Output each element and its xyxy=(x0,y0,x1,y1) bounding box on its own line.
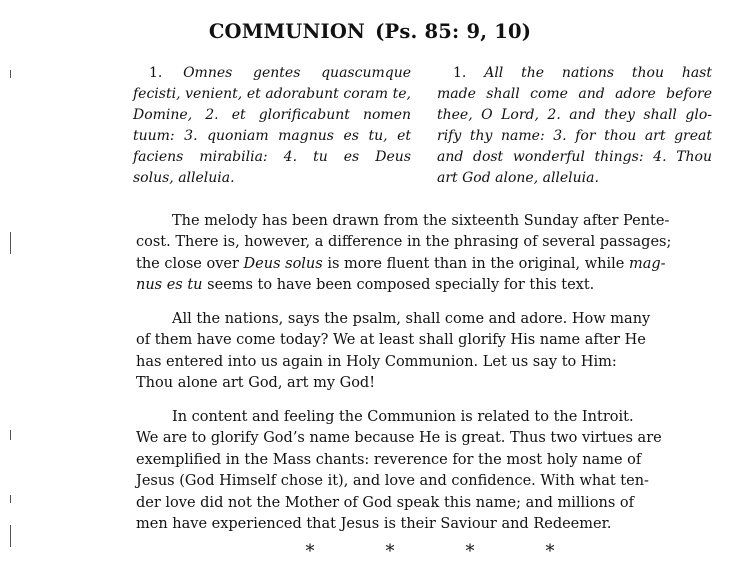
english-line: and dost wonderful things: 4. Thou xyxy=(437,149,712,165)
latin-line: Domine, 2. et glorificabunt nomen xyxy=(133,107,411,123)
section-separator xyxy=(300,541,560,562)
asterisk: * xyxy=(545,541,555,562)
paragraph xyxy=(136,309,712,395)
english-line: rify thy name: 3. for thou art great xyxy=(437,128,712,144)
english-line: art God alone, alleluia. xyxy=(437,170,599,186)
english-line: 1. All the nations thou hast xyxy=(453,65,712,81)
heading-title: COMMUNION xyxy=(208,20,366,43)
asterisk: * xyxy=(305,541,315,562)
asterisk: * xyxy=(385,541,395,562)
paragraph-line: Jesus (God Himself chose it), and love and confidence. With what ten- xyxy=(136,473,649,490)
english-line: made shall come and adore before xyxy=(437,86,712,102)
latin-line: 1. Omnes gentes quascumque xyxy=(149,65,412,81)
paragraph xyxy=(136,211,712,297)
asterisk: * xyxy=(465,541,475,562)
english-text-column xyxy=(437,63,712,189)
latin-line: fecisti, venient, et adorabunt coram te, xyxy=(133,86,411,102)
english-line: thee, O Lord, 2. and they shall glo- xyxy=(437,107,712,123)
section-heading xyxy=(130,20,610,43)
latin-text-column xyxy=(133,63,411,189)
margin-mark xyxy=(10,70,11,78)
paragraph-line: has entered into us again in Holy Communion. Let us say to Him: xyxy=(136,353,617,370)
paragraph-line: All the nations, says the psalm, shall come and adore. How many xyxy=(172,311,651,327)
paragraph-line: In content and feeling the Communion is related to the Introit. xyxy=(172,409,634,425)
paragraph-line: cost. There is, however, a difference in the phrasing of several passages; xyxy=(136,234,672,251)
margin-mark xyxy=(10,232,11,254)
paragraph-line: der love did not the Mother of God speak this name; and millions of xyxy=(136,494,634,511)
paragraph-line: men have experienced that Jesus is their Saviour and Redeemer. xyxy=(136,516,612,533)
paragraph-line: of them have come today? We at least shall glorify His name after He xyxy=(136,332,646,349)
margin-mark xyxy=(10,525,11,547)
latin-line: tuum: 3. quoniam magnus es tu, et xyxy=(133,128,411,144)
heading-reference: (Ps. 85: 9, 10) xyxy=(375,20,532,43)
paragraph-line: Thou alone art God, art my God! xyxy=(136,375,376,392)
paragraph-line: the close over Deus solus is more fluent than in the original, while mag- xyxy=(136,255,666,272)
paragraph-line: We are to glorify God’s name because He is great. Thus two virtues are xyxy=(136,430,662,447)
latin-line: solus, alleluia. xyxy=(133,170,235,186)
margin-mark xyxy=(10,495,11,503)
paragraph-line: exemplified in the Mass chants: reverence for the most holy name of xyxy=(136,451,642,468)
paragraph xyxy=(136,407,712,535)
paragraph-line: The melody has been drawn from the sixteenth Sunday after Pente- xyxy=(172,213,670,229)
latin-line: faciens mirabilia: 4. tu es Deus xyxy=(133,149,411,165)
paragraph-line: nus es tu seems to have been composed specially for this text. xyxy=(136,277,595,294)
margin-mark xyxy=(10,430,11,440)
